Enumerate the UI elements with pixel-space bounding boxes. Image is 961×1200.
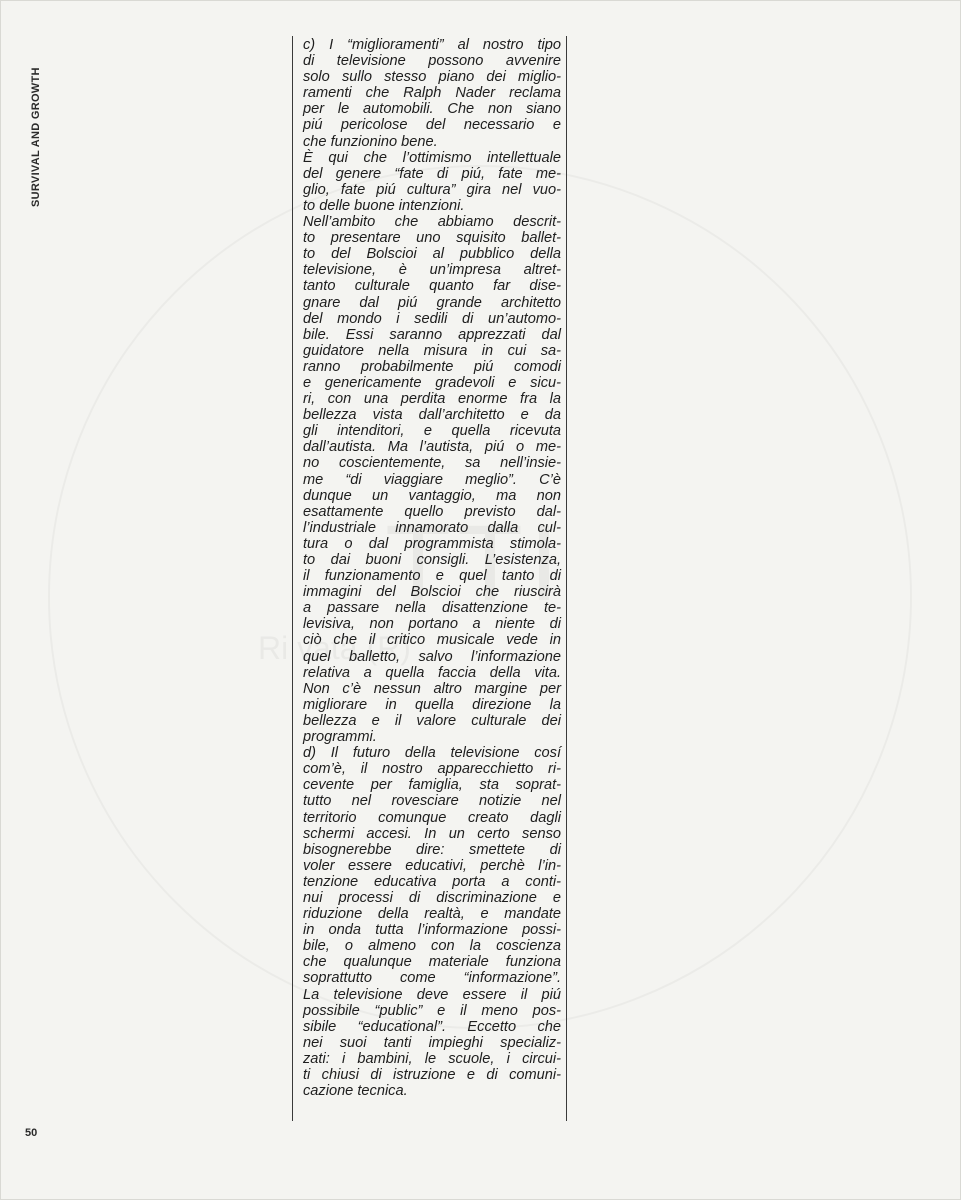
text-line: no coscientemente, sa nell’insie- [303,455,561,472]
text-line: relativa a quella faccia della vita. [303,664,561,681]
text-line: bellezza vista dall’architetto e da [303,407,561,424]
text-line: territorio comunque creato dagli [303,809,561,826]
text-line: dall’autista. Ma l’autista, piú o me- [303,439,561,456]
text-line: possibile “public” e il meno pos- [303,1002,561,1019]
text-line: cevente per famiglia, sta soprat- [303,777,561,794]
text-line: Non c’è nessun altro margine per [303,680,561,697]
text-line: ranno probabilmente piú comodi [303,358,561,375]
text-line: voler essere educativi, perchè l’in- [303,857,561,874]
text-line: bisognerebbe dire: smettete di [303,841,561,858]
text-line: zati: i bambini, le scuole, i circui- [303,1050,561,1067]
text-line: sibile “educational”. Eccetto che [303,1018,561,1035]
paragraph [303,150,561,214]
text-line: piú pericolose del necessario e [303,117,561,134]
text-line: a passare nella disattenzione te- [303,600,561,617]
text-line: esattamente quello previsto dal- [303,503,561,520]
text-line: to dai buoni consigli. L’esistenza, [303,552,561,568]
text-line: solo sullo stesso piano dei miglio- [303,69,561,86]
text-line: immagini del Bolscioi che riuscirà [303,584,561,601]
text-line: cazione tecnica. [303,1083,408,1100]
text-line: guidatore nella misura in cui sa- [303,342,561,359]
text-line: televisione, è un’impresa altret- [303,262,561,279]
text-line: quel balletto, salvo l’informazione [303,648,561,665]
running-header: SURVIVAL AND GROWTH [30,67,42,207]
paragraph [303,745,561,1099]
text-line: ramenti che Ralph Nader reclama [303,85,561,102]
text-line: bile. Essi saranno apprezzati dal [303,326,561,343]
column-rule-right [566,36,567,1121]
text-line: soprattutto come “informazione”. [303,970,561,987]
text-line: to presentare uno squisito ballet- [303,230,561,247]
paragraph [303,37,561,150]
text-line: glio, fate piú cultura” gira nel vuo- [303,181,561,198]
text-line: programmi. [303,729,377,746]
text-line: La televisione deve essere il piú [303,986,561,1003]
text-line: che qualunque materiale funziona [303,954,561,971]
text-line: gnare dal piú grande architetto [303,294,561,311]
text-line: del mondo i sedili di un’automo- [303,310,561,327]
column-rule-left [292,36,293,1121]
text-line: gli intenditori, e quella ricevuta [303,423,561,440]
text-line: ri, con una perdita enorme fra la [303,391,561,408]
text-line: in onda tutta l’informazione possi- [303,922,561,939]
text-line: Nell’ambito che abbiamo descrit- [303,214,561,231]
text-line: È qui che l’ottimismo intellettuale [303,149,561,166]
text-line: tanto culturale quanto far dise- [303,278,561,295]
text-line: nui processi di discriminazione e [303,889,561,906]
text-line: to del Bolscioi al pubblico della [303,246,561,263]
text-line: l’industriale innamorato dalla cul- [303,519,561,536]
text-line: com’è, il nostro apparecchietto ri- [303,761,561,778]
text-line: levisiva, non portano a niente di [303,616,561,633]
text-line: il funzionamento e quel tanto di [303,568,561,585]
text-line: schermi accesi. In un certo senso [303,825,561,842]
text-line: per le automobili. Che non siano [303,101,561,118]
text-line: ti chiusi di istruzione e di comuni- [303,1067,561,1083]
text-line: d) Il futuro della televisione cosí [303,745,561,762]
text-line: dunque un vantaggio, ma non [303,487,561,504]
text-line: bile, o almeno con la coscienza [303,938,561,955]
text-line: tura o dal programmista stimola- [303,535,561,552]
text-line: riduzione della realtà, e mandate [303,906,561,923]
text-line: me “di viaggiare meglio”. C’è [303,471,561,488]
text-line: e genericamente gradevoli e sicu- [303,374,561,391]
text-line: c) I “miglioramenti” al nostro tipo [303,37,561,53]
text-line: tenzione educativa porta a conti- [303,873,561,890]
text-line: tutto nel rovesciare notizie nel [303,793,561,810]
text-line: ciò che il critico musicale vede in [303,632,561,649]
text-line: nei suoi tanti impieghi specializ- [303,1034,561,1051]
text-line: to delle buone intenzioni. [303,197,465,214]
text-column [303,37,561,1099]
paragraph [303,214,561,745]
text-line: bellezza e il valore culturale dei [303,712,561,729]
text-line: di televisione possono avvenire [303,53,561,70]
text-line: migliorare in quella direzione la [303,696,561,713]
page-number: 50 [25,1127,38,1139]
text-line: del genere “fate di piú, fate me- [303,165,561,182]
text-line: che funzionino bene. [303,133,438,150]
